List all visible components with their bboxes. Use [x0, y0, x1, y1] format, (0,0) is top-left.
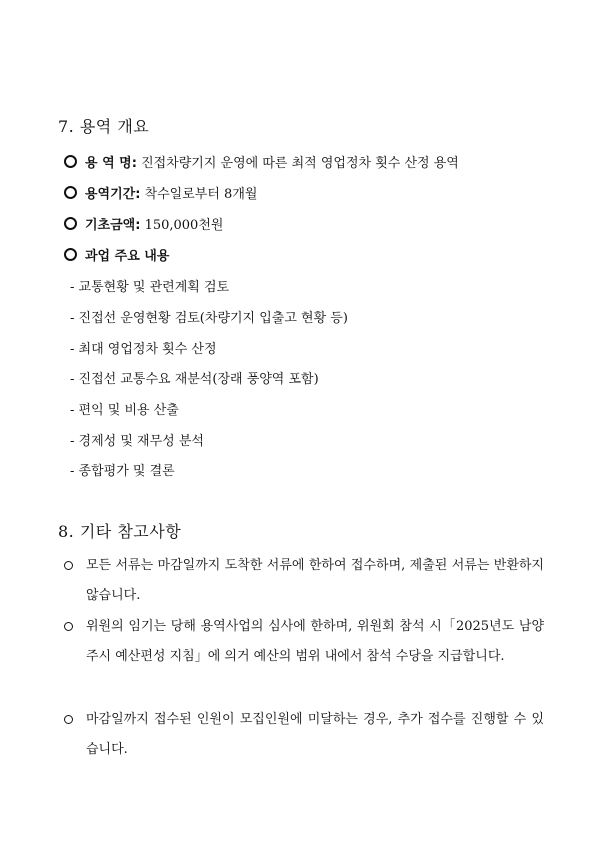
item-value: 진접차량기지 운영에 따른 최적 영업정차 횟수 산정 용역 — [136, 156, 459, 171]
task-item: - 진접선 운영현황 검토(차량기지 입출고 현황 등) — [70, 311, 348, 326]
circle-bullet-icon — [64, 248, 77, 261]
task-item: - 교통현황 및 관련계획 검토 — [70, 280, 230, 295]
task-item: - 종합평가 및 결론 — [70, 464, 175, 479]
note-text: 마감일까지 접수된 인원이 모집인원에 미달하는 경우, 추가 접수를 진행할 수 있습니다. — [86, 712, 544, 757]
task-item: - 최대 영업정차 횟수 산정 — [70, 342, 217, 357]
note-text: 모든 서류는 마감일까지 도착한 서류에 한하여 접수하며, 제출된 서류는 반환하지 않습니다. — [86, 558, 544, 603]
circle-bullet-icon — [64, 155, 77, 168]
item-value: 150,000천원 — [140, 218, 224, 233]
overview-item-budget — [64, 214, 223, 233]
ring-bullet-icon — [64, 622, 73, 631]
item-label: 기초금액: — [85, 218, 141, 233]
section-8-heading: 8. 기타 참고사항 — [58, 522, 182, 541]
circle-bullet-icon — [64, 217, 77, 230]
item-value: 착수일로부터 8개월 — [140, 187, 258, 202]
section-7-heading: 7. 용역 개요 — [58, 117, 150, 136]
overview-item-tasks — [64, 245, 169, 264]
ring-bullet-icon — [64, 715, 73, 724]
task-item: - 진접선 교통수요 재분석(장래 풍양역 포함) — [70, 372, 319, 387]
overview-item-period — [64, 183, 257, 202]
ring-bullet-icon — [64, 561, 73, 570]
circle-bullet-icon — [64, 186, 77, 199]
item-label: 과업 주요 내용 — [85, 249, 170, 264]
note-text: 위원의 임기는 당해 용역사업의 심사에 한하며, 위원회 참석 시「2025년도 남양주시 예산편성 지침」에 의거 예산의 범위 내에서 참석 수당을 지급합니다. — [86, 619, 544, 664]
note-item — [64, 551, 544, 611]
task-item: - 경제성 및 재무성 분석 — [70, 434, 204, 449]
item-label: 용역기간: — [85, 187, 141, 202]
item-label: 용 역 명: — [85, 156, 137, 171]
note-item — [64, 705, 544, 765]
note-item — [64, 612, 544, 672]
overview-item-name — [64, 152, 459, 171]
task-item: - 편익 및 비용 산출 — [70, 403, 179, 418]
